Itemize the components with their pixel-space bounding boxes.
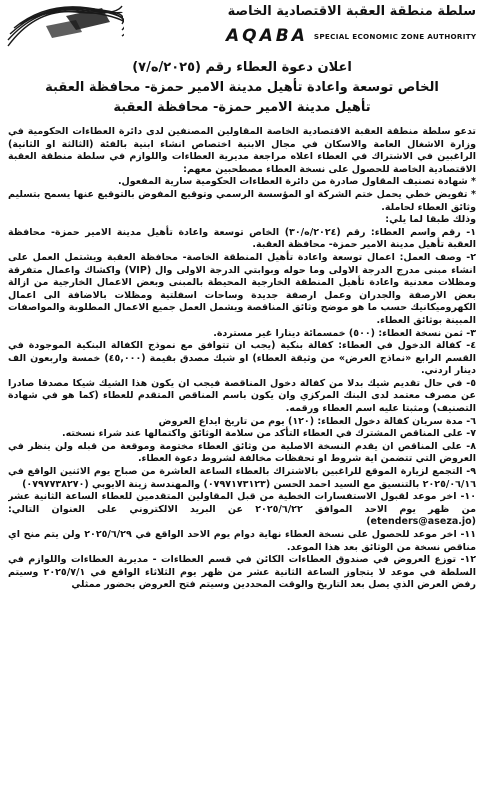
clause-4: ٤- كفالة الدخول في العطاء: كفالة بنكية (يجب ان تتوافق مع نموذج الكفالة البنكية الموجودة في القسم الرابع «نماذج العرض» من وثيقة العطاء) او شيك مصدق بقيمة (٤٥,٠٠٠) خمسة واربعون الف دينار اردني.: [8, 340, 476, 377]
clause-8: ٨- على المناقص ان يقدم النسخة الاصلية من وثائق العطاء مختومة وموقعة من قبله ولن ينظر في العروض التي تتضمن اية شروط او تحفظات مخالفة لشروط دعوة العطاء.: [8, 440, 476, 465]
header: [0, 0, 484, 56]
intro-paragraph: تدعو سلطة منطقة العقبة الاقتصادية الخاصة المقاولين المصنفين لدى دائرة العطاءات الحكومية في وزارة الاشغال العامة والاسكان في مجال الابنية اختصاص انشاء ابنية بالفئة (الثالثة او الثانية) الراغبين في الاشتراك في العطاء اعلاه مراجعة مديرية العطاءات واللوازم في سلطة منطقة العقبة الاقتصادية الخاصة للحصول على نسخة العطاء مصطحبين معهم:: [8, 126, 476, 175]
clause-6: ٦- مدة سريان كفالة دخول العطاء: (١٢٠) يوم من تاريخ ايداع العروض: [158, 415, 476, 427]
clause-5: ٥- في حال تقديم شيك بدلا من كفالة دخول المناقصة فيجب ان يكون هذا الشيك شيكا مصدقا صادرا عن مصرف معتمد لدى البنك المركزي وان يكون باسم المناقص المتقدم للعطاء (كما هو في شهادة التصنيف) ومثبتا عليه اسم العطاء ورقمه.: [8, 377, 476, 415]
requirement-authorization: * تفويض خطي يحمل ختم الشركة او المؤسسة الرسمي وتوقيع المفوض بالتوقيع عنها يسمح بتسليم وثائق العطاء لحاملة.: [8, 188, 476, 213]
title-line-3: تأهيل مدينة الامير حمزة- محافظة العقبة: [113, 100, 371, 115]
logo-arabic-text: سلطة منطقة العقبة الاقتصادية الخاصة: [227, 4, 476, 19]
logo-subtitle: SPECIAL ECONOMIC ZONE AUTHORITY: [313, 31, 477, 41]
announcement-body: [8, 126, 476, 784]
wave-lines-icon: [6, 2, 124, 54]
clause-1: ١- رقم واسم العطاء: رقم (٢٠٢٤/ه/٣٠) الخاص توسعة واعادة تأهيل مدينة الامير حمزة- محافظة العقبة تأهيل مدينة الامير حمزة- محافظة العقبة.: [8, 226, 476, 251]
terms-intro: وذلك طبقا لما يلي:: [385, 214, 476, 226]
clause-7: ٧- على المناقص المشترك في العطاء التأكد من سلامة الوثائق واكتمالها عند شراء نسخته.: [61, 428, 476, 440]
clause-12: ١٢- توزع العروض في صندوق العطاءات الكائن في قسم العطاءات - مديرية العطاءات واللوازم في السلطة في موعد لا يتجاوز الساعة الثانية عشر من ظهر يوم الثلاثاء الواقع في ٢٠٢٥/٧/١ وسيتم رفض العرض الذي يصل بعد التاريخ والوقت المحددين وسيتم فتح العروض بحضور ممثلي: [8, 554, 476, 591]
aqaba-logo: [226, 4, 476, 52]
title-line-2: الخاص توسعة واعادة تأهيل مدينة الامير حمزة- محافظة العقبة: [45, 80, 439, 95]
clause-3: ٣- ثمن نسخة العطاء: (٥٠٠) خمسمائة دينارا غير مستردة.: [213, 327, 476, 339]
clause-2: ٢- وصف العمل: اعمال توسعة واعادة تأهيل المنطقة الخاصة- محافظة العقبة ويشتمل العمل على انشاء مبنى مدرج الدرجة الاولى وما حوله وبوابتي الدرجة الاولى وال (VIP) واكشاك واعمال متفرقة ومظلات معدنية واعادة تأهيل المنطقة الخارجية المحيطة بالمبنى وبعض الاعمال الخارجية من ازالة بعض الارصفة والجدران وعمل ارصفة جديدة وساحات اسفلتية ومظلات بالاضافة الى اعمال الكهروميكانيك حسب ما هو موضح وثائق المناقصة ويشمل العمل جميع الاعمال المطلوبة والمواصفات المبينة بوثائق العطاء.: [8, 251, 476, 326]
clause-11: ١١- اخر موعد للحصول على نسخة العطاء نهاية دوام يوم الاحد الواقع في ٢٠٢٥/٦/٢٩ ولن يتم منح اي مناقص نسخة من الوثائق بعد هذا الموعد.: [8, 529, 476, 553]
logo-english-text: AQABA: [226, 26, 308, 46]
requirement-certificate: * شهادة تصنيف المقاول صادرة من دائرة العطاءات الحكومية سارية المفعول.: [117, 176, 476, 188]
clause-9: ٩- التجمع لزيارة الموقع للراغبين بالاشتراك بالعطاء الساعة العاشرة من صباح يوم الاثنين الواقع في ٢٠٢٥/٠٦/١٦ بالتنسيق مع السيد احمد الحسن (٠٧٩٧١٧٣١٢٣) والمهندسة زينة الايوبي (٠٧٩٧٧٣٨٢٧٠): [8, 466, 476, 490]
announcement-titles: [8, 58, 476, 118]
clause-10: ١٠- اخر موعد لقبول الاستفسارات الخطية من قبل المقاولين المتقدمين للعطاء الساعة الثانية عشر من ظهر يوم الاحد الموافق ٢٠٢٥/٦/٢٢ عن البريد الالكتروني على العنوان التالي: (etenders@aseza.jo): [8, 491, 476, 528]
title-line-1: اعلان دعوة العطاء رقم (٢٠٢٥/ه/٧): [132, 60, 352, 75]
